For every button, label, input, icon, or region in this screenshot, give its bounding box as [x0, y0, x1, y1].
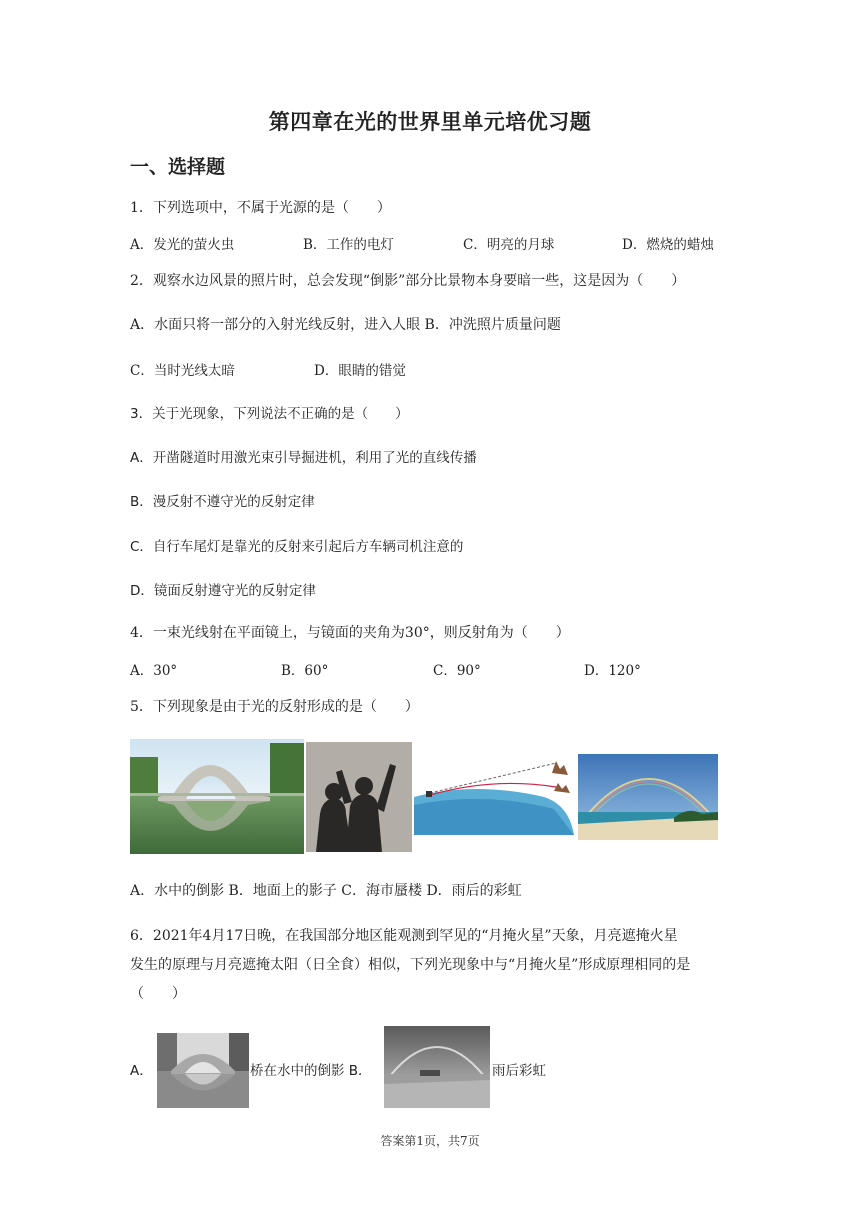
question-2-options-line: A．水面只将一部分的入射光线反射，进入人眼 B．冲洗照片质量问题: [130, 317, 561, 333]
mirage-diagram-image: [414, 757, 574, 835]
ground-shadow-image: [306, 742, 412, 852]
question-2-option-c: C．当时光线太暗: [130, 363, 235, 379]
question-3-option-b: B．漫反射不遵守光的反射定律: [130, 494, 315, 510]
question-5-stem: 5．下列现象是由于光的反射形成的是（ ）: [130, 699, 419, 715]
question-6-option-a-label: A．: [130, 1063, 153, 1079]
question-6-stem-line-2: 发生的原理与月亮遮掩太阳（日全食）相似，下列光现象中与“月掩火星”形成原理相同的是: [130, 957, 691, 973]
question-1-stem: 1．下列选项中，不属于光源的是（ ）: [130, 200, 391, 216]
question-4-option-c: C．90°: [433, 663, 481, 679]
rainbow-gray-image: [384, 1026, 490, 1108]
question-6-option-b-text: 雨后彩虹: [492, 1063, 546, 1079]
section-heading: 一、选择题: [130, 156, 226, 178]
question-3-option-d: D．镜面反射遵守光的反射定律: [130, 583, 316, 599]
question-2-stem: 2．观察水边风景的照片时，总会发现“倒影”部分比景物本身要暗一些，这是因为（ ）: [130, 273, 686, 289]
question-4-option-a: A．30°: [130, 663, 178, 679]
question-2-option-d: D．眼睛的错觉: [314, 363, 406, 379]
question-1-option-d: D．燃烧的蜡烛: [622, 237, 714, 253]
page-title: 第四章在光的世界里单元培优习题: [268, 110, 592, 134]
question-4-option-b: B．60°: [281, 663, 329, 679]
page-footer: 答案第1页，共7页: [380, 1134, 480, 1148]
question-3-option-c: C．自行车尾灯是靠光的反射来引起后方车辆司机注意的: [130, 539, 464, 555]
question-3-stem: 3．关于光现象，下列说法不正确的是（ ）: [130, 406, 409, 422]
question-4-option-d: D．120°: [584, 663, 641, 679]
question-4-stem: 4．一束光线射在平面镜上，与镜面的夹角为30°，则反射角为（ ）: [130, 625, 570, 641]
question-6-stem-line-3: （ ）: [130, 986, 186, 1002]
rainbow-image: [578, 754, 718, 840]
question-5-options-line: A．水中的倒影 B．地面上的影子 C．海市蜃楼 D．雨后的彩虹: [130, 883, 522, 899]
bridge-reflection-gray-image: [157, 1033, 249, 1108]
question-6-option-a-text: 桥在水中的倒影 B．: [250, 1063, 372, 1079]
question-1-option-a: A．发光的萤火虫: [130, 237, 235, 253]
bridge-reflection-image: [130, 739, 304, 854]
question-6-stem-line-1: 6．2021年4月17日晚，在我国部分地区能观测到罕见的“月掩火星”天象，月亮遮掩火星: [130, 928, 678, 944]
question-3-option-a: A．开凿隧道时用激光束引导掘进机，利用了光的直线传播: [130, 450, 477, 466]
question-1-option-c: C．明亮的月球: [463, 237, 555, 253]
question-1-option-b: B．工作的电灯: [303, 237, 394, 253]
